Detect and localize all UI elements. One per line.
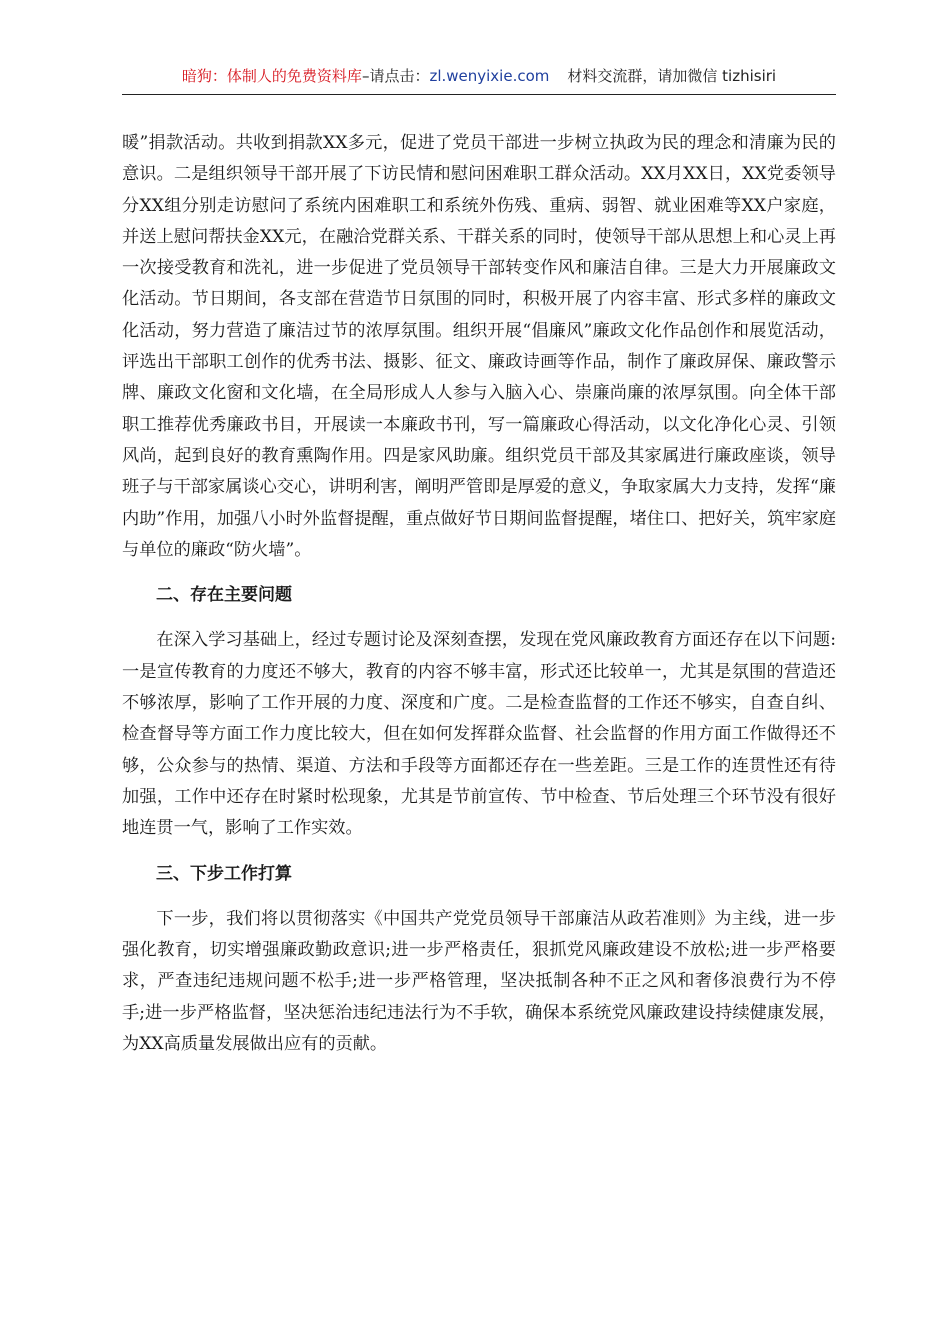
page-header — [122, 66, 836, 95]
document-body — [122, 128, 836, 1060]
section-heading-problems: 二、存在主要问题 — [156, 585, 292, 606]
intro-paragraph: 暖”捐款活动。共收到捐款XX多元，促进了党员干部进一步树立执政为民的理念和清廉为民的意识。二是组织领导干部开展了下访民情和慰问困难职工群众活动。XX月XX日，XX党委领导分XX组分别走访慰问了系统内困难职工和系统外伤残、重病、弱智、就业困难等XX户家庭，并送上慰问帮扶金XX元，在融洽党群关系、干群关系的同时，使领导干部从思想上和心灵上再一次接受教育和洗礼，进一步促进了党员领导干部转变作风和廉洁自律。三是大力开展廉政文化活动。节日期间，各支部在营造节日氛围的同时，积极开展了内容丰富、形式多样的廉政文化活动，努力营造了廉洁过节的浓厚氛围。组织开展“倡廉风”廉政文化作品创作和展览活动，评选出干部职工创作的优秀书法、摄影、征文、廉政诗画等作品，制作了廉政屏保、廉政警示牌、廉政文化窗和文化墙，在全局形成人人参与入脑入心、崇廉尚廉的浓厚氛围。向全体干部职工推荐优秀廉政书目，开展读一本廉政书刊，写一篇廉政心得活动，以文化净化心灵、引领风尚，起到良好的教育熏陶作用。四是家风助廉。组织党员干部及其家属进行廉政座谈，领导班子与干部家属谈心交心，讲明利害，阐明严管即是厚爱的意义，争取家属大力支持，发挥“廉内助”作用，加强八小时外监督提醒，重点做好节日期间监督提醒，堵住口、把好关，筑牢家庭与单位的廉政“防火墙”。 — [122, 133, 836, 560]
header-site-name: 暗狗：体制人的免费资料库 — [181, 67, 362, 85]
problems-paragraph: 在深入学习基础上，经过专题讨论及深刻查摆，发现在党风廉政教育方面还存在以下问题:一是宣传教育的力度还不够大，教育的内容不够丰富，形式还比较单一，尤其是氛围的营造还不够浓厚，影响了工作开展的力度、深度和广度。二是检查监督的工作还不够实，自查自纠、检查督导等方面工作力度比较大，但在如何发挥群众监督、社会监督的作用方面工作做得还不够，公众参与的热情、渠道、方法和手段等方面都还存在一些差距。三是工作的连贯性还有待加强，工作中还存在时紧时松现象，尤其是节前宣传、节中检查、节后处理三个环节没有很好地连贯一气，影响了工作实效。 — [122, 630, 836, 839]
header-wechat-note: 材料交流群，请加微信 tizhisiri — [567, 67, 777, 85]
header-link-prompt: –请点击： — [361, 67, 430, 85]
next-steps-paragraph: 下一步，我们将以贯彻落实《中国共产党党员领导干部廉洁从政若准则》为主线，进一步强化教育，切实增强廉政勤政意识;进一步严格责任，狠抓党风廉政建设不放松;进一步严格要求，严查违纪违规问题不松手;进一步严格管理，坚决抵制各种不正之风和奢侈浪费行为不停手;进一步严格监督，坚决惩治违纪违法行为不手软，确保本系统党风廉政建设持续健康发展，为XX高质量发展做出应有的贡献。 — [122, 908, 836, 1055]
section-heading-next-steps: 三、下步工作打算 — [156, 863, 292, 884]
header-link-url[interactable]: zl.wenyixie.com — [429, 67, 550, 85]
